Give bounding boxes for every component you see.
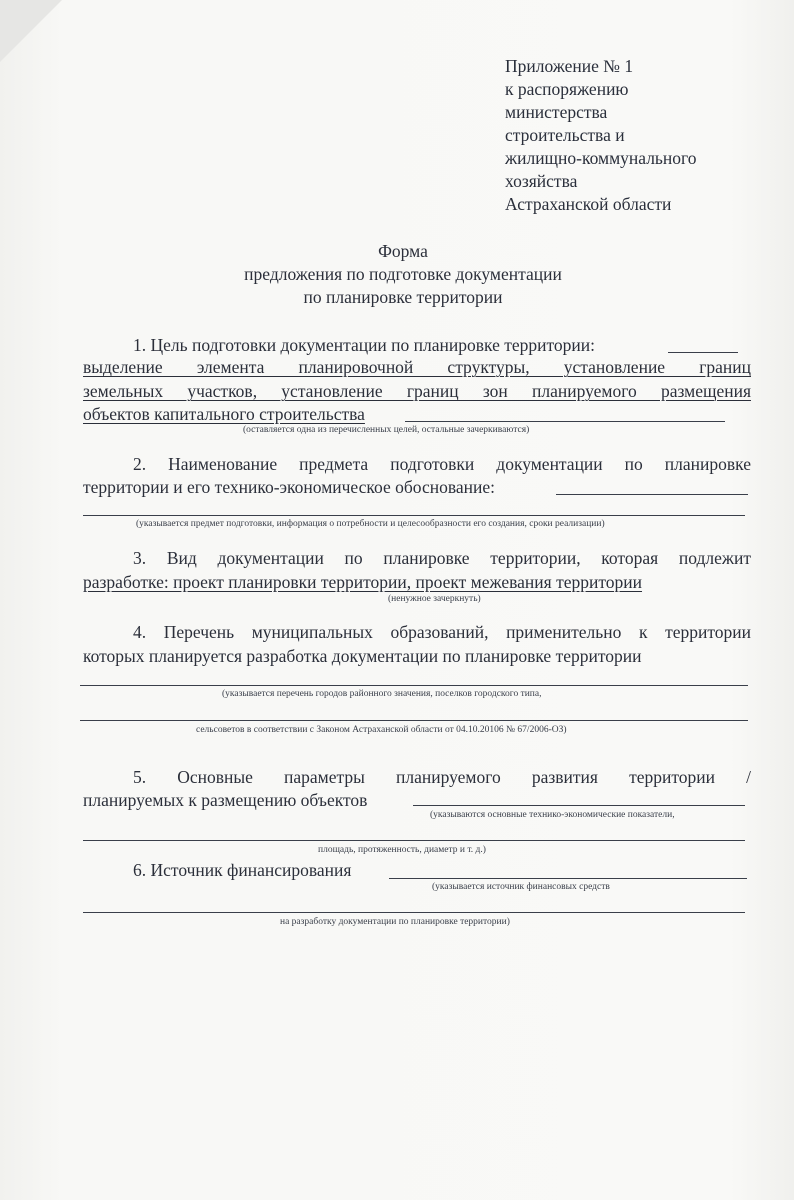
form-title xyxy=(0,240,794,309)
title-line: по планировке территории xyxy=(303,287,503,307)
folded-corner xyxy=(0,0,62,62)
item2-line: территории и его технико-экономическое обоснование: xyxy=(83,477,496,497)
appendix-line: министерства xyxy=(505,102,608,122)
item6-hint: (указывается источник финансовых средств xyxy=(432,882,610,892)
appendix-line: хозяйства xyxy=(505,171,578,191)
item5-blank-line[interactable] xyxy=(83,840,745,841)
item2-blank-line[interactable] xyxy=(556,494,748,495)
appendix-header xyxy=(505,55,697,216)
item4-hint: сельсоветов в соответствии с Законом Астраханской области от 04.10.20106 № 67/2006-ОЗ) xyxy=(196,725,567,735)
item3-option-line: разработке: проект планировки территории, проект межевания территории xyxy=(83,572,643,592)
item5-blank-line[interactable] xyxy=(413,805,745,806)
item2-line: 2. Наименование предмета подготовки документации по планировке xyxy=(133,454,751,474)
item4-line: которых планируется разработка документации по планировке территории xyxy=(83,646,642,666)
item4-line: 4. Перечень муниципальных образований, применительно к территории xyxy=(133,622,751,642)
appendix-line: строительства и xyxy=(505,125,625,145)
item4-blank-line[interactable] xyxy=(80,720,748,721)
item5-line: планируемых к размещению объектов xyxy=(83,790,368,810)
item2-blank-line[interactable] xyxy=(83,515,745,516)
item5-hint: (указываются основные технико-экономические показатели, xyxy=(430,810,675,820)
item1-option-line: выделение элемента планировочной структуры, установление границ xyxy=(83,357,751,377)
item4-blank-line[interactable] xyxy=(80,685,748,686)
appendix-line: к распоряжению xyxy=(505,79,629,99)
item1-blank-line[interactable] xyxy=(668,352,738,353)
appendix-line: Приложение № 1 xyxy=(505,56,634,76)
title-line: Форма xyxy=(378,241,428,261)
item5-line: 5. Основные параметры планируемого развития территории / xyxy=(133,767,751,787)
item2-hint: (указывается предмет подготовки, информация о потребности и целесообразности его создания, сроки реализации) xyxy=(136,519,605,529)
item6-line: 6. Источник финансирования xyxy=(133,860,352,880)
appendix-line: Астраханской области xyxy=(505,194,672,214)
item1-blank-line[interactable] xyxy=(405,421,725,422)
item4-hint: (указывается перечень городов районного значения, поселков городского типа, xyxy=(222,689,542,699)
item5-hint: площадь, протяженность, диаметр и т. д.) xyxy=(318,845,486,855)
item1-option-line: земельных участков, установление границ зон планируемого размещения xyxy=(83,381,751,401)
appendix-line: жилищно-коммунального xyxy=(505,148,697,168)
item6-blank-line[interactable] xyxy=(83,912,745,913)
item3-hint: (ненужное зачеркнуть) xyxy=(388,594,481,604)
item1-hint: (оставляется одна из перечисленных целей, остальные зачеркиваются) xyxy=(243,425,530,435)
item3-line: 3. Вид документации по планировке территории, которая подлежит xyxy=(133,548,751,568)
item1-heading: 1. Цель подготовки документации по планировке территории: xyxy=(133,335,596,355)
item6-blank-line[interactable] xyxy=(389,878,747,879)
title-line: предложения по подготовке документации xyxy=(244,264,562,284)
item1-option-line: объектов капитального строительства xyxy=(83,404,365,424)
item6-hint: на разработку документации по планировке территории) xyxy=(280,917,510,927)
